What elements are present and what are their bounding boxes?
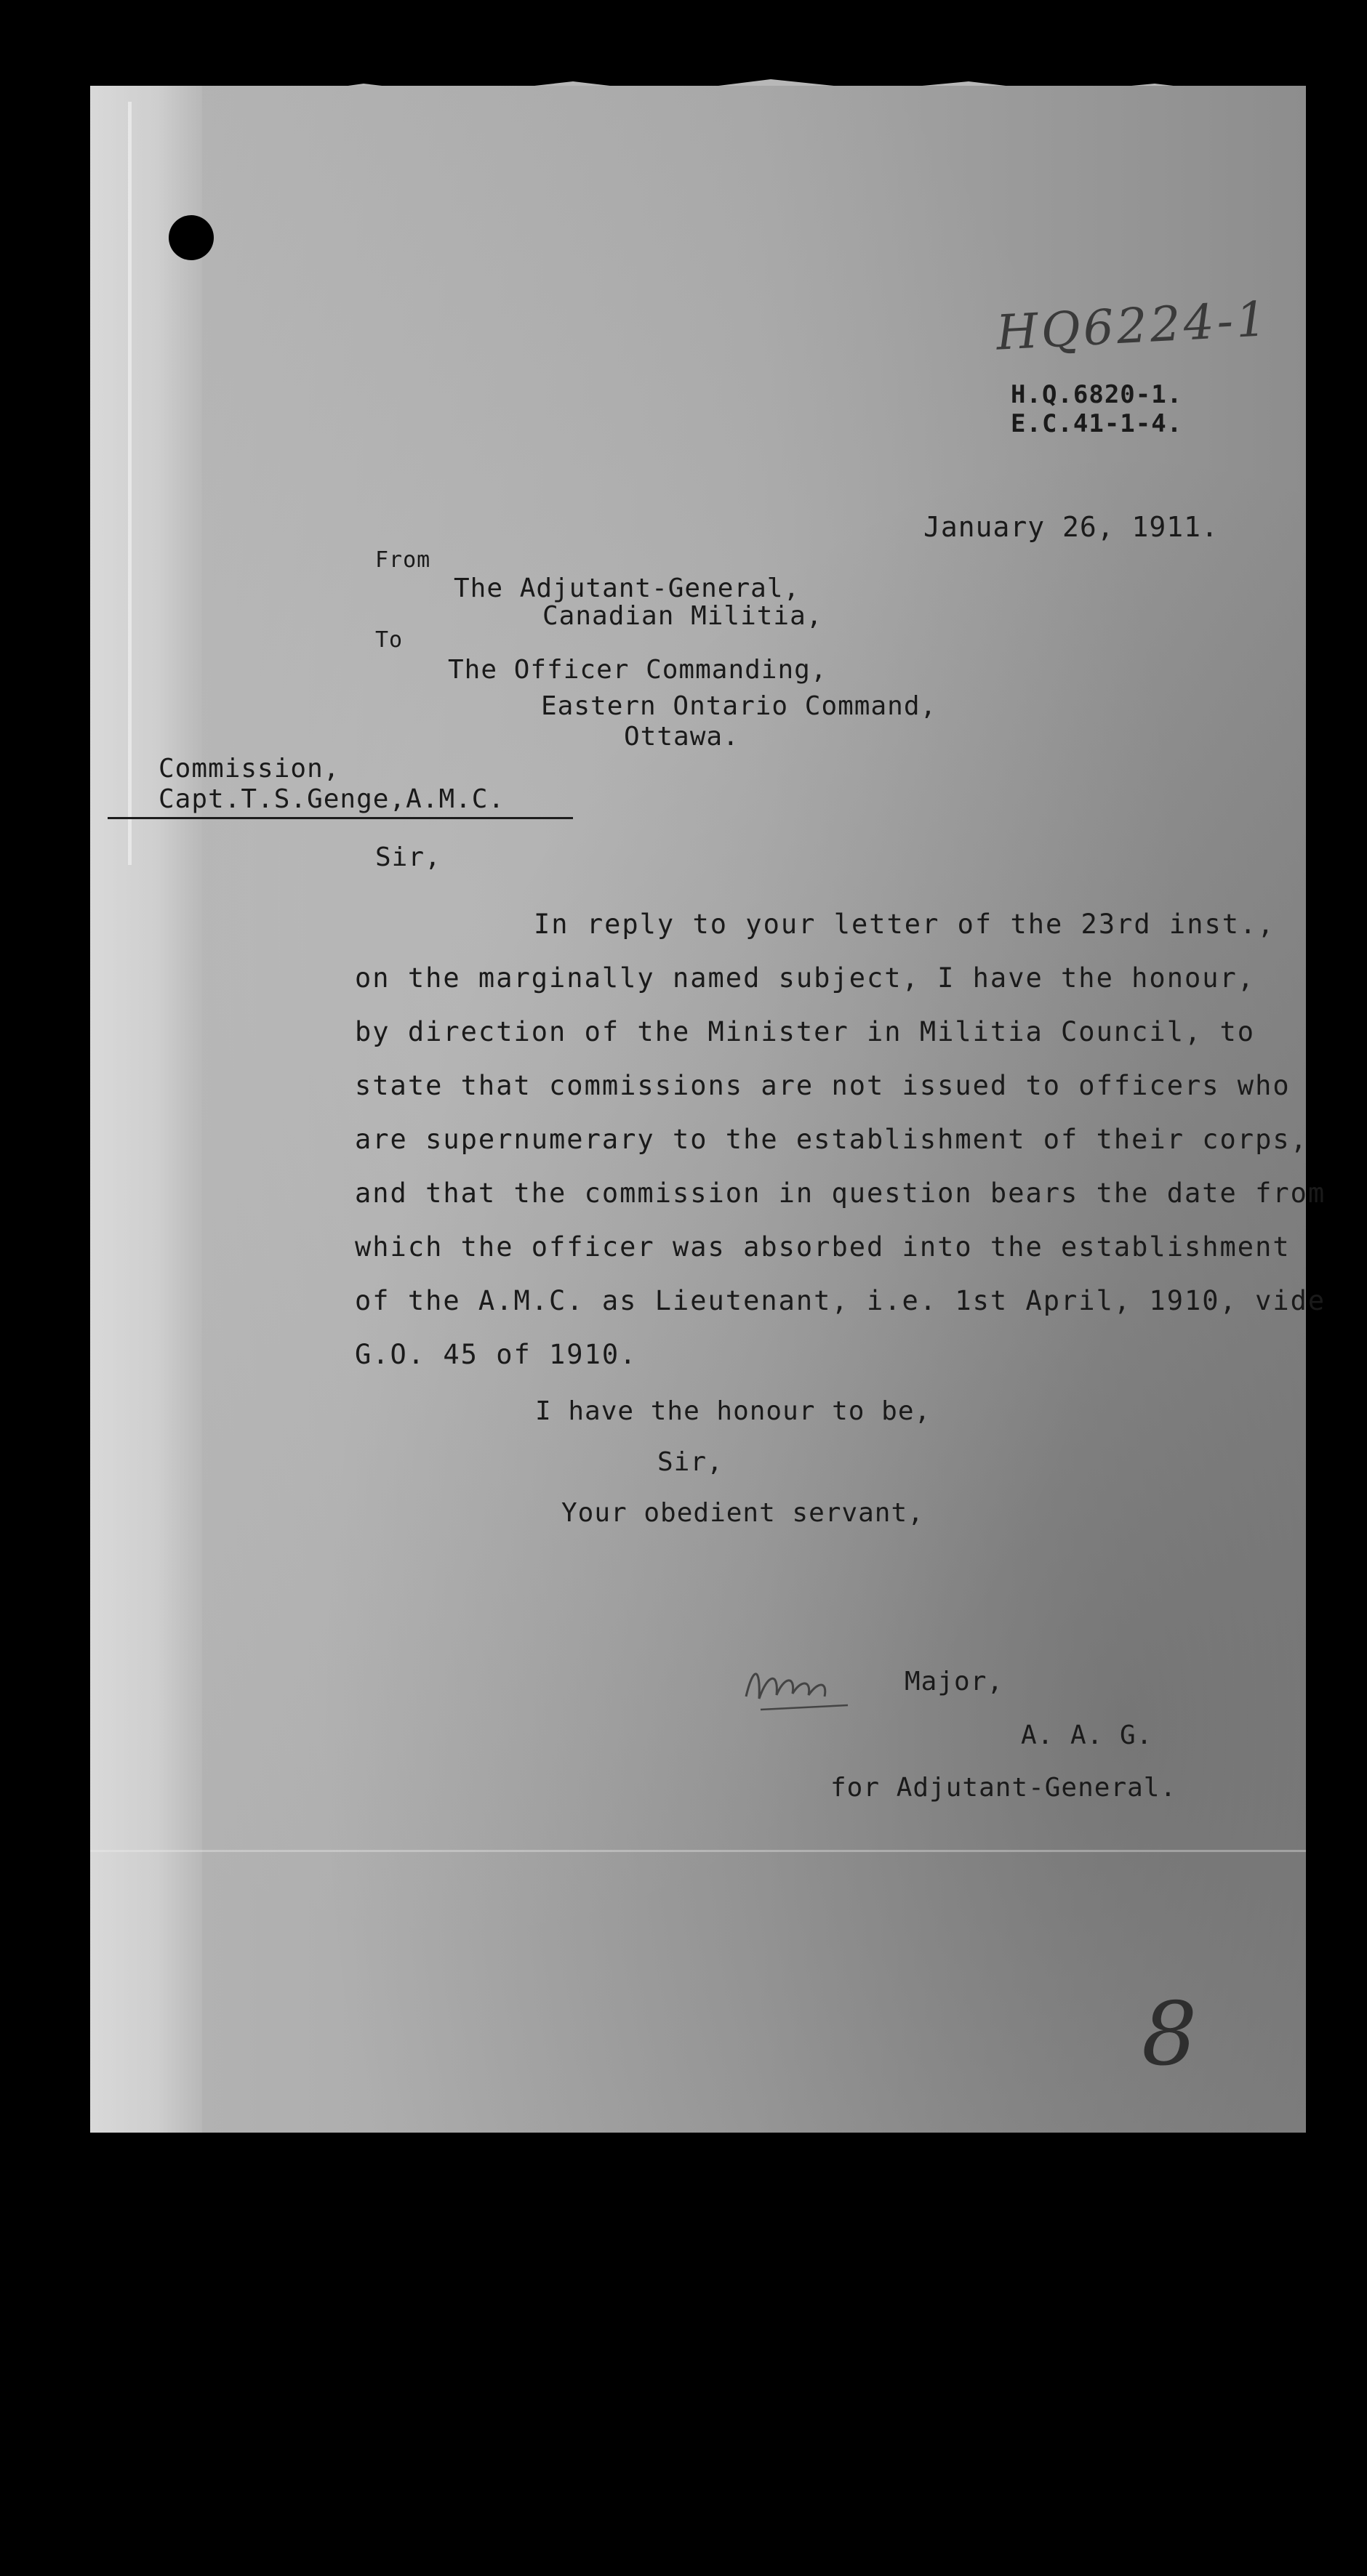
subject-line-1: Commission, xyxy=(159,754,340,784)
file-ref-2: E.C.41-1-4. xyxy=(1011,409,1183,438)
from-label: From xyxy=(375,547,431,573)
to-line-2: Eastern Ontario Command, xyxy=(541,691,937,721)
body-line: of the A.M.C. as Lieutenant, i.e. 1st April, 1910, vide xyxy=(355,1285,1326,1316)
salutation: Sir, xyxy=(375,842,441,872)
from-line-1: The Adjutant-General, xyxy=(454,573,801,603)
body-line: are supernumerary to the establishment of their corps, xyxy=(355,1124,1308,1155)
body-line: G.O. 45 of 1910. xyxy=(355,1339,638,1370)
signature-title: A. A. G. xyxy=(1021,1720,1153,1750)
to-line-1: The Officer Commanding, xyxy=(448,655,827,685)
body-line: In reply to your letter of the 23rd inst., xyxy=(534,909,1275,940)
subject-underline xyxy=(108,817,573,819)
handwritten-page-number: 8 xyxy=(1142,1984,1198,2085)
paper-fold-strip xyxy=(90,86,202,2133)
closing-line-2: Sir, xyxy=(657,1447,723,1477)
body-line: state that commissions are not issued to officers who xyxy=(355,1070,1291,1101)
to-line-3: Ottawa. xyxy=(624,722,739,752)
closing-line-3: Your obedient servant, xyxy=(561,1498,924,1528)
body-line: which the officer was absorbed into the establishment xyxy=(355,1231,1291,1263)
from-line-2: Canadian Militia, xyxy=(542,601,823,631)
body-line: by direction of the Minister in Militia Council, to xyxy=(355,1016,1256,1047)
body-line: and that the commission in question bears the date from xyxy=(355,1178,1326,1209)
punch-hole xyxy=(169,215,214,260)
paper-crease xyxy=(90,1850,1306,1852)
closing-line-1: I have the honour to be, xyxy=(535,1396,931,1426)
fold-line xyxy=(128,102,132,865)
subject-line-2: Capt.T.S.Genge,A.M.C. xyxy=(159,784,505,814)
body-line: on the marginally named subject, I have the honour, xyxy=(355,962,1256,994)
handwritten-signature xyxy=(739,1659,862,1717)
letter-date: January 26, 1911. xyxy=(923,511,1219,543)
signature-for: for Adjutant-General. xyxy=(830,1773,1177,1803)
file-ref-1: H.Q.6820-1. xyxy=(1011,380,1183,409)
signature-rank: Major, xyxy=(905,1667,1004,1696)
to-label: To xyxy=(375,627,404,653)
handwritten-file-number: HQ6224-1 xyxy=(995,291,1271,361)
